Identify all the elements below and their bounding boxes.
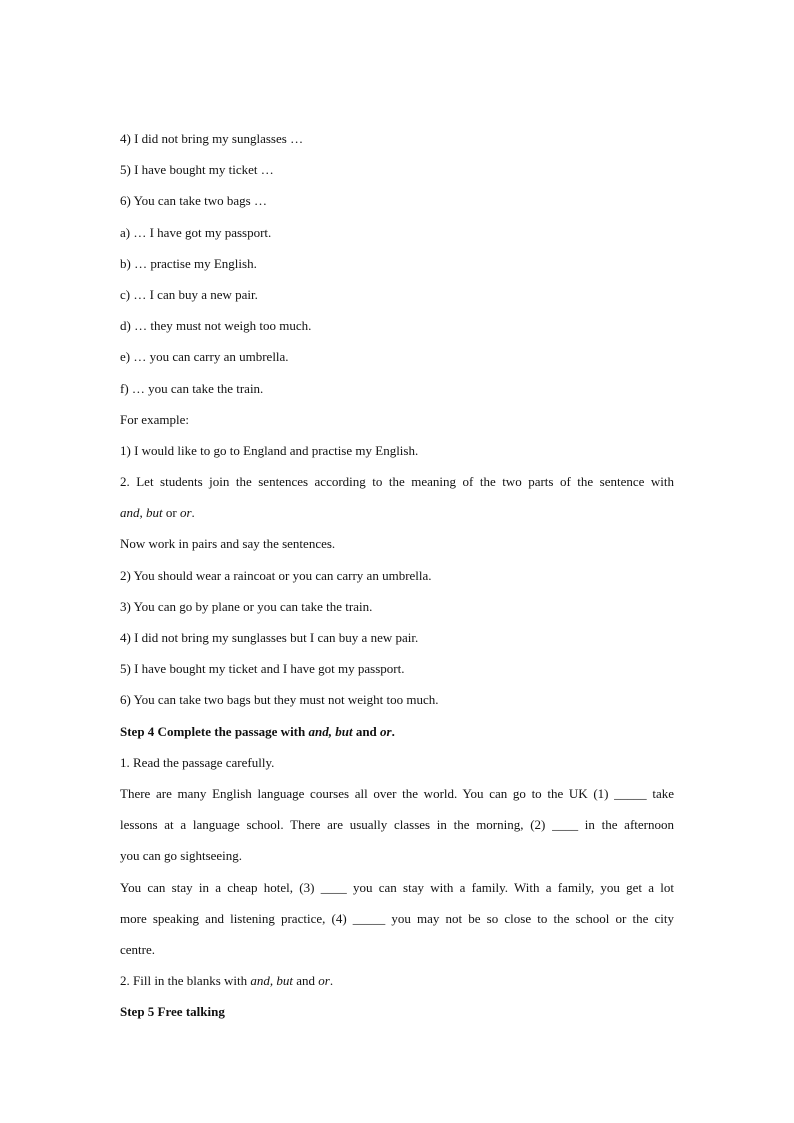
italic-text: or — [380, 723, 392, 739]
text-span: or — [162, 505, 180, 521]
text-line: b) … practise my English. — [120, 255, 257, 271]
text-line: 1. Read the passage carefully. — [120, 754, 275, 770]
text-line: You can stay in a cheap hotel, (3) ____ you can stay with a family. With a family, you get a lot — [120, 879, 674, 895]
text-line: 4) I did not bring my sunglasses but I can buy a new pair. — [120, 630, 419, 645]
text-line: f) … you can take the train. — [120, 380, 264, 396]
text-line: e) … you can carry an umbrella. — [120, 349, 289, 365]
text-line: 5) I have bought my ticket and I have got my passport. — [120, 661, 405, 677]
text-line: There are many English language courses all over the world. You can go to the UK (1) _____ take — [120, 785, 674, 801]
text-line: 6) You can take two bags but they must not weight too much. — [120, 692, 439, 708]
text-line — [120, 503, 674, 534]
text-span: and — [352, 723, 381, 739]
italic-text: and, but — [250, 973, 293, 989]
document-page — [120, 129, 674, 1033]
text-line: 2) You should wear a raincoat or you can carry an umbrella. — [120, 567, 432, 583]
italic-text: and, but — [120, 505, 163, 521]
text-span: and — [293, 973, 319, 989]
text-span: . — [191, 505, 195, 521]
text-line: you can go sightseeing. — [120, 848, 243, 864]
italic-text: or — [318, 973, 330, 989]
text-span: 2. Fill in the blanks with — [120, 973, 251, 989]
italic-text: and, but — [308, 723, 353, 739]
text-line: 2. Let students join the sentences according to the meaning of the two parts of the sentence with — [120, 474, 674, 490]
section-heading — [120, 722, 674, 753]
text-line: d) … they must not weigh too much. — [120, 318, 312, 334]
text-line — [120, 971, 674, 1002]
text-span: . — [329, 973, 334, 989]
text-line: lessons at a language school. There are usually classes in the morning, (2) ____ in the afternoon — [120, 817, 674, 833]
text-line: more speaking and listening practice, (4) _____ you may not be so close to the school or the city — [120, 910, 674, 926]
text-line: 4) I did not bring my sunglasses … — [120, 131, 304, 146]
text-line: Now work in pairs and say the sentences. — [120, 536, 336, 552]
section-heading: Step 5 Free talking — [120, 1004, 225, 1020]
italic-text: or — [179, 505, 192, 521]
text-line: c) … I can buy a new pair. — [120, 286, 258, 302]
text-line: a) … I have got my passport. — [120, 224, 272, 240]
text-span: . — [391, 723, 395, 739]
text-line: centre. — [120, 941, 156, 957]
text-line: 5) I have bought my ticket … — [120, 162, 274, 178]
text-line: 1) I would like to go to England and practise my English. — [120, 442, 419, 458]
text-line: 6) You can take two bags … — [120, 193, 267, 209]
text-line: For example: — [120, 411, 189, 427]
text-line: 3) You can go by plane or you can take the train. — [120, 598, 373, 614]
text-span: Step 4 Complete the passage with — [120, 723, 309, 739]
